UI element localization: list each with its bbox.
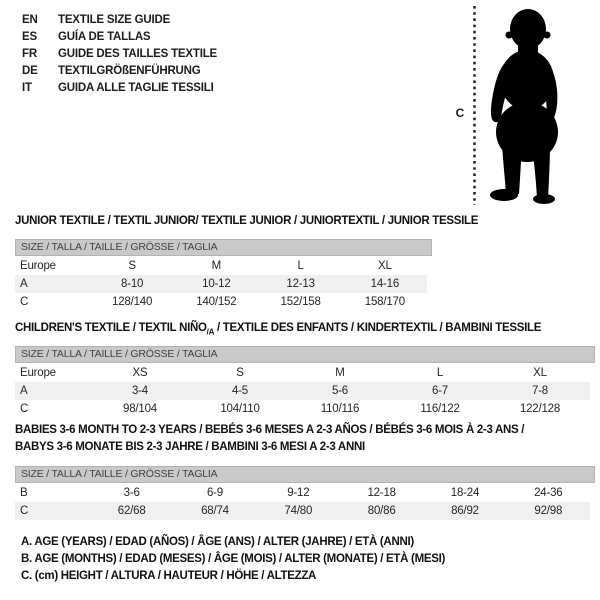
baby-silhouette bbox=[450, 4, 590, 208]
measure-label-c: C bbox=[455, 106, 465, 120]
language-row-de bbox=[22, 62, 217, 79]
table-cell: 5-6 bbox=[331, 385, 349, 397]
baby-figure-shape bbox=[490, 9, 558, 204]
table-cell: 6-7 bbox=[431, 385, 449, 397]
table-cell: 18-24 bbox=[450, 487, 480, 499]
children-table bbox=[15, 364, 590, 418]
table-cell: 74/80 bbox=[284, 505, 313, 517]
language-code: IT bbox=[22, 81, 32, 94]
table-cell: S bbox=[128, 260, 136, 272]
table-cell: 12-18 bbox=[367, 487, 396, 499]
footnote-a: A. AGE (YEARS) / EDAD (AÑOS) / ÂGE (ANS) / ALTER (JAHRE) / ETÀ (ANNI) bbox=[21, 536, 414, 548]
language-code: DE bbox=[22, 64, 38, 77]
table-cell: 10-12 bbox=[202, 278, 231, 290]
babies-table-title bbox=[15, 424, 524, 453]
footnote-b: B. AGE (MONTHS) / EDAD (MESES) / ÂGE (MOIS) / ALTER (MONATE) / ETÀ (MESI) bbox=[21, 553, 446, 565]
table-row bbox=[15, 400, 590, 418]
language-title: TEXTILE SIZE GUIDE bbox=[58, 13, 171, 26]
table-cell: 8-10 bbox=[121, 278, 144, 290]
row-label: C bbox=[20, 505, 29, 517]
table-cell: XL bbox=[533, 367, 547, 379]
table-cell: XL bbox=[378, 260, 392, 272]
table-cell: 14-16 bbox=[370, 278, 400, 290]
row-label: A bbox=[20, 278, 28, 290]
title-subscript: /A bbox=[206, 327, 215, 337]
table-cell: 92/98 bbox=[534, 505, 563, 517]
footnote-c: C. (cm) HEIGHT / ALTURA / HAUTEUR / HÖHE / ALTEZZA bbox=[21, 570, 317, 582]
junior-table bbox=[15, 257, 427, 311]
row-label: A bbox=[20, 385, 28, 397]
row-label: C bbox=[20, 296, 29, 308]
table-cell: 12-13 bbox=[286, 278, 315, 290]
table-row bbox=[15, 484, 590, 502]
table-cell: 158/170 bbox=[364, 296, 405, 308]
table-cell: XS bbox=[132, 367, 148, 379]
language-list bbox=[22, 11, 217, 96]
table-cell: 7-8 bbox=[531, 385, 549, 397]
table-cell: 104/110 bbox=[220, 403, 260, 415]
language-code: ES bbox=[22, 30, 37, 43]
table-cell: 62/68 bbox=[117, 505, 146, 517]
table-cell: 128/140 bbox=[112, 296, 153, 308]
table-cell: M bbox=[335, 367, 345, 379]
language-row-en bbox=[22, 11, 217, 28]
language-code: EN bbox=[22, 13, 38, 26]
row-label: C bbox=[20, 403, 29, 415]
table-cell: S bbox=[236, 367, 244, 379]
size-header-bar: SIZE / TALLA / TAILLE / GRÖSSE / TAGLIA bbox=[15, 346, 595, 363]
table-cell: M bbox=[211, 260, 222, 272]
row-label: Europe bbox=[20, 367, 56, 379]
table-cell: L bbox=[297, 260, 304, 272]
title-text: / TEXTILE DES ENFANTS / KINDERTEXTIL / BAMBINI TESSILE bbox=[214, 322, 542, 334]
table-row bbox=[15, 364, 590, 382]
footnotes bbox=[21, 536, 445, 587]
size-header-bar: SIZE / TALLA / TAILLE / GRÖSSE / TAGLIA bbox=[15, 466, 595, 483]
table-cell: 152/158 bbox=[280, 296, 321, 308]
row-label: Europe bbox=[20, 260, 56, 272]
size-header-bar: SIZE / TALLA / TAILLE / GRÖSSE / TAGLIA bbox=[15, 239, 432, 256]
table-row bbox=[15, 275, 427, 293]
table-cell: 3-6 bbox=[123, 487, 140, 499]
language-title: TEXTILGRÖßENFÜHRUNG bbox=[58, 64, 201, 77]
table-row bbox=[15, 382, 590, 400]
table-cell: 116/122 bbox=[420, 403, 460, 415]
table-cell: L bbox=[436, 367, 444, 379]
table-cell: 24-36 bbox=[534, 487, 563, 499]
table-row bbox=[15, 293, 427, 311]
language-title: GUIDA ALLE TAGLIE TESSILI bbox=[58, 81, 214, 94]
language-row-fr bbox=[22, 45, 217, 62]
table-cell: 6-9 bbox=[206, 487, 223, 499]
table-cell: 80/86 bbox=[367, 505, 396, 517]
title-text: CHILDREN'S TEXTILE / TEXTIL NIÑO bbox=[15, 322, 207, 334]
language-row-es bbox=[22, 28, 217, 45]
table-row bbox=[15, 257, 427, 275]
junior-table-title: JUNIOR TEXTILE / TEXTIL JUNIOR/ TEXTILE JUNIOR / JUNIORTEXTIL / JUNIOR TESSILE bbox=[15, 215, 479, 227]
table-cell: 4-5 bbox=[231, 385, 249, 397]
language-title: GUÍA DE TALLAS bbox=[58, 30, 151, 43]
row-label: B bbox=[20, 487, 28, 499]
table-cell: 68/74 bbox=[201, 505, 229, 517]
table-cell: 3-4 bbox=[131, 385, 149, 397]
language-title: GUIDE DES TAILLES TEXTILE bbox=[58, 47, 217, 60]
title-line-1: BABIES 3-6 MONTH TO 2-3 YEARS / BEBÉS 3-6 MESES A 2-3 AÑOS / BÉBÉS 3-6 MOIS À 2-3 ANS / bbox=[15, 424, 525, 436]
table-cell: 122/128 bbox=[519, 403, 561, 415]
table-cell: 140/152 bbox=[196, 296, 237, 308]
language-row-it bbox=[22, 79, 217, 96]
table-cell: 110/116 bbox=[320, 403, 360, 415]
children-table-title bbox=[15, 322, 541, 336]
table-row bbox=[15, 502, 590, 520]
table-cell: 9-12 bbox=[287, 487, 310, 499]
title-line-2: BABYS 3-6 MONATE BIS 2-3 JAHRE / BAMBINI 3-6 MESI A 2-3 ANNI bbox=[15, 441, 365, 453]
table-cell: 98/104 bbox=[123, 403, 157, 415]
table-cell: 86/92 bbox=[451, 505, 479, 517]
babies-table bbox=[15, 484, 590, 520]
language-code: FR bbox=[22, 47, 37, 60]
